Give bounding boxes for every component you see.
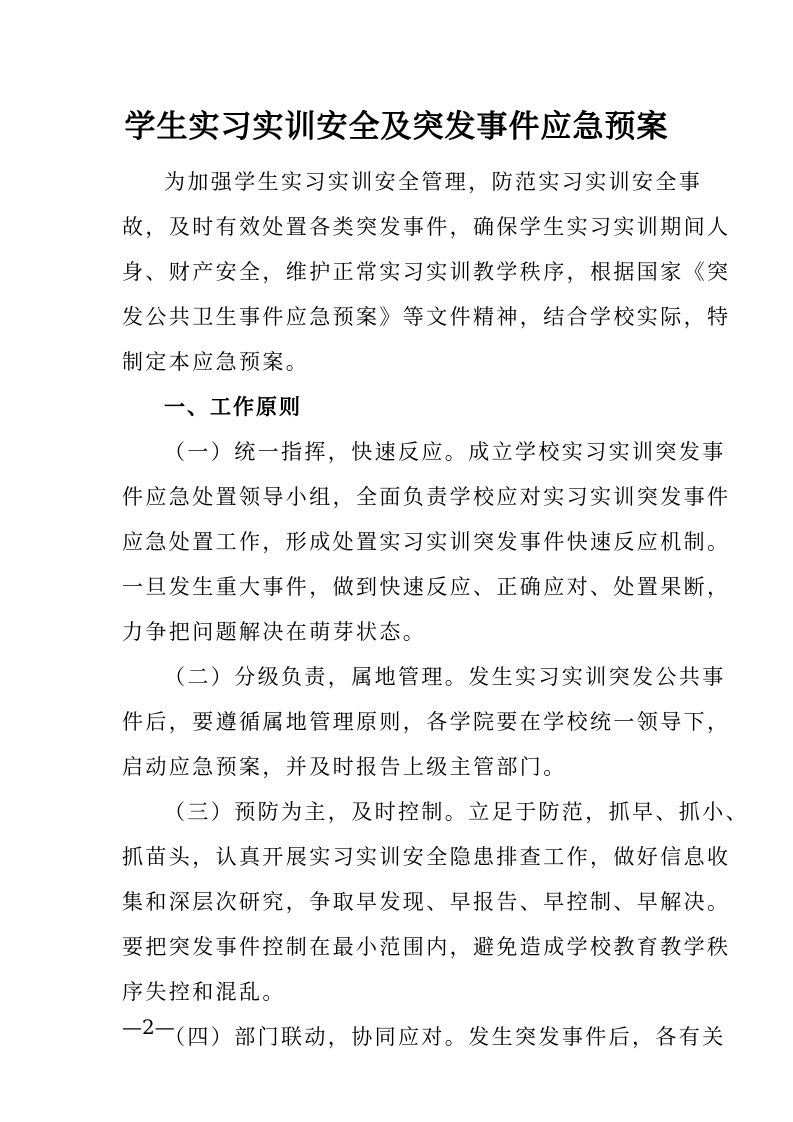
text-line: 序失控和混乱。	[122, 980, 286, 1004]
document-body	[122, 160, 749, 1060]
text-line: 件后，要遵循属地管理原则，各学院要在学校统一领导下，	[122, 710, 731, 734]
text-line: 发公共卫生事件应急预案》等文件精神，结合学校实际，特	[122, 305, 731, 329]
page-number: —2—	[122, 1015, 175, 1039]
section-heading: 一、工作原则	[164, 395, 302, 419]
text-line: 启动应急预案，并及时报告上级主管部门。	[122, 755, 567, 779]
text-line: 集和深层次研究，争取早发现、早报告、早控制、早解决。	[122, 890, 731, 914]
text-line: 力争把问题解决在萌芽状态。	[122, 620, 427, 644]
document-title: 学生实习实训安全及突发事件应急预案	[124, 109, 669, 145]
text-line: 故，及时有效处置各类突发事件，确保学生实习实训期间人	[122, 215, 731, 239]
text-line: 制定本应急预案。	[122, 350, 310, 374]
text-line: 件应急处置领导小组，全面负责学校应对实习实训突发事件	[122, 485, 731, 509]
text-line: 为加强学生实习实训安全管理，防范实习实训安全事	[164, 170, 703, 194]
text-line: 抓苗头，认真开展实习实训安全隐患排查工作，做好信息收	[122, 845, 731, 869]
text-line: （四）部门联动，协同应对。发生突发事件后，各有关	[164, 1025, 726, 1049]
text-line: （一）统一指挥，快速反应。成立学校实习实训突发事	[164, 440, 726, 464]
text-line: 一旦发生重大事件，做到快速反应、正确应对、处置果断，	[122, 575, 731, 599]
text-line: 应急处置工作，形成处置实习实训突发事件快速反应机制。	[122, 530, 731, 554]
text-line: （三）预防为主，及时控制。立足于防范，抓早、抓小、	[164, 800, 749, 824]
text-line: 身、财产安全，维护正常实习实训教学秩序，根据国家《突	[122, 260, 731, 284]
text-line: （二）分级负责，属地管理。发生实习实训突发公共事	[164, 665, 726, 689]
text-line: 要把突发事件控制在最小范围内，避免造成学校教育教学秩	[122, 935, 731, 959]
